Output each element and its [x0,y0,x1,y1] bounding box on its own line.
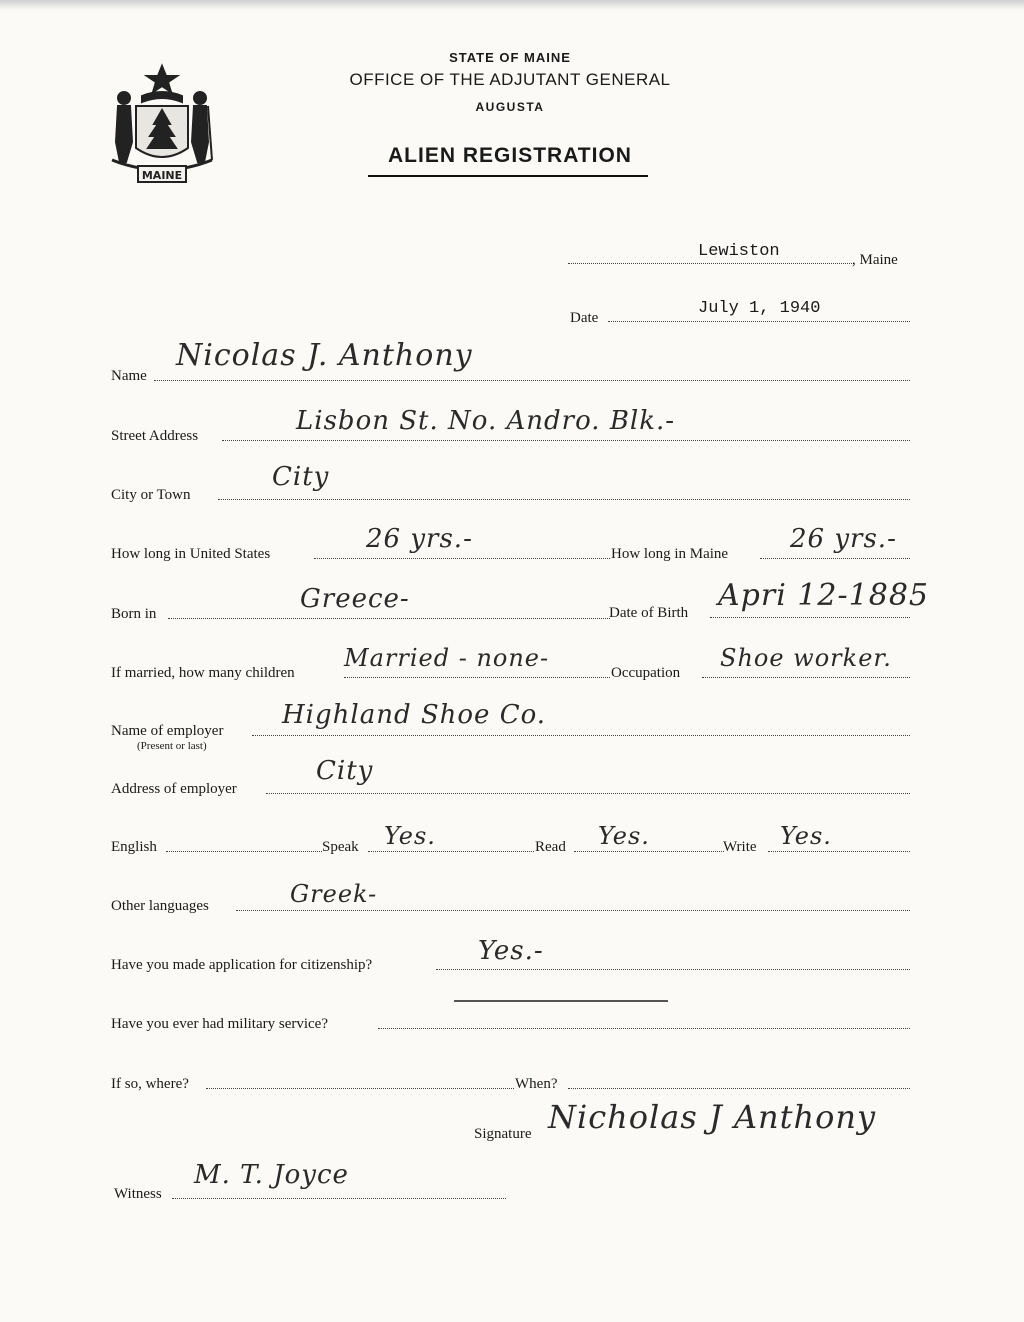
where-line [206,1088,514,1089]
citizenship-line [436,969,910,970]
date-line [608,321,910,322]
street-value[interactable]: Lisbon St. No. Andro. Blk.- [296,406,676,436]
date-label: Date [570,310,599,326]
dob-line [710,617,910,618]
write-label: Write [723,839,757,855]
signature-value[interactable]: Nicholas J Anthony [548,1098,877,1136]
military-line [378,1028,910,1029]
maine-years-value[interactable]: 26 yrs.- [790,524,897,554]
witness-label: Witness [114,1186,162,1202]
location-value[interactable]: Lewiston [698,242,780,261]
read-label: Read [535,839,566,855]
dob-value[interactable]: Apri 12-1885 [718,578,929,613]
svg-text:MAINE: MAINE [141,169,183,182]
children-line [344,677,610,678]
us-years-label: How long in United States [111,546,271,562]
witness-value[interactable]: M. T. Joyce [194,1160,349,1190]
when-label: When? [515,1076,558,1092]
location-line [568,263,854,264]
speak-label: Speak [322,839,359,855]
when-line [568,1088,910,1089]
other-languages-value[interactable]: Greek- [290,880,378,908]
name-line [154,380,910,381]
name-label: Name [111,368,147,384]
city-line [218,499,910,500]
born-in-line [168,618,610,619]
pen-stroke [454,1000,668,1002]
occupation-label: Occupation [611,665,681,681]
city-value[interactable]: City [272,462,330,492]
employer-sublabel: (Present or last) [137,740,207,752]
military-label: Have you ever had military service? [111,1016,328,1032]
employer-address-label: Address of employer [111,781,237,797]
children-value[interactable]: Married - none- [344,644,550,672]
english-label: English [111,839,157,855]
location-suffix: , Maine [852,252,898,268]
employer-line [252,735,910,736]
other-languages-line [236,910,910,911]
scan-edge [0,0,1024,10]
citizenship-value[interactable]: Yes.- [478,936,544,966]
office-heading: OFFICE OF THE ADJUTANT GENERAL [349,70,671,89]
signature-label: Signature [474,1126,532,1142]
born-in-label: Born in [111,606,157,622]
employer-address-line [266,793,910,794]
form-title: ALIEN REGISTRATION [388,144,632,167]
english-line [166,851,322,852]
employer-value[interactable]: Highland Shoe Co. [282,700,547,730]
where-label: If so, where? [111,1076,189,1092]
title-underline [368,175,648,177]
state-heading: STATE OF MAINE [449,50,571,65]
employer-address-value[interactable]: City [316,756,374,786]
name-value[interactable]: Nicolas J. Anthony [176,338,473,373]
street-label: Street Address [111,428,199,444]
us-years-value[interactable]: 26 yrs.- [366,524,473,554]
employer-label: Name of employer [111,723,224,739]
read-value[interactable]: Yes. [598,822,650,850]
occupation-value[interactable]: Shoe worker. [720,644,892,672]
children-label: If married, how many children [111,665,295,681]
occupation-line [702,677,910,678]
state-seal-icon [108,62,216,188]
other-languages-label: Other languages [111,898,209,914]
dob-label: Date of Birth [609,605,689,621]
read-line [574,851,724,852]
speak-value[interactable]: Yes. [384,822,436,850]
write-line [768,851,910,852]
witness-line [172,1198,506,1199]
city-label: City or Town [111,487,191,503]
maine-years-line [760,558,910,559]
maine-years-label: How long in Maine [611,546,729,562]
born-in-value[interactable]: Greece- [300,584,410,614]
date-value[interactable]: July 1, 1940 [698,299,821,318]
citizenship-label: Have you made application for citizenship? [111,957,373,973]
city-heading: AUGUSTA [475,100,545,114]
write-value[interactable]: Yes. [780,822,832,850]
street-line [222,440,910,441]
speak-line [368,851,534,852]
us-years-line [314,558,610,559]
